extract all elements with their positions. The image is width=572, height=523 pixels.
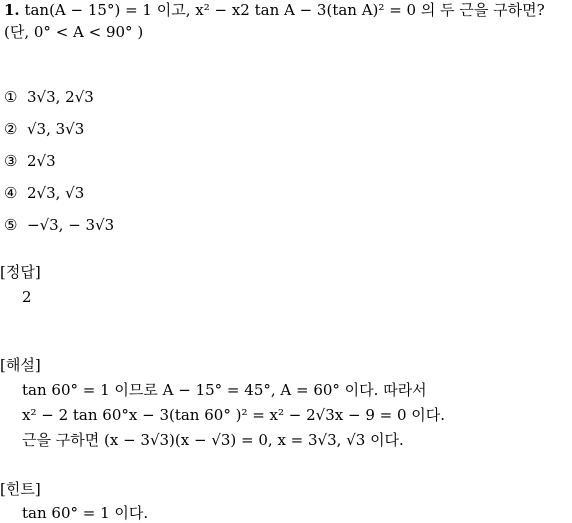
solution-line-1: tan 60° = 1 이므로 A − 15° = 45°, A = 60° 이다. 따라서 — [22, 381, 427, 399]
hint-text: tan 60° = 1 이다. — [22, 504, 149, 522]
choice-2 — [4, 119, 84, 139]
choice-text: 2√3, √3 — [27, 184, 85, 202]
answer-label: [정답] — [0, 263, 41, 281]
choice-marker: ⑤ — [4, 216, 18, 234]
solution-line-3: 근을 구하면 (x − 3√3)(x − √3) = 0, x = 3√3, √3 이다. — [22, 431, 404, 449]
choice-text: 2√3 — [27, 152, 56, 170]
choice-marker: ④ — [4, 184, 18, 202]
choice-text: −√3, − 3√3 — [27, 216, 115, 234]
question-line — [4, 0, 545, 20]
answer-value: 2 — [22, 288, 32, 306]
choice-1 — [4, 87, 94, 107]
choice-marker: ① — [4, 88, 18, 106]
choice-text: 3√3, 2√3 — [27, 88, 94, 106]
choice-4 — [4, 183, 84, 203]
question-number: 1. — [4, 1, 20, 19]
solution-line-2: x² − 2 tan 60°x − 3(tan 60° )² = x² − 2√3x − 9 = 0 이다. — [22, 406, 446, 424]
choice-marker: ② — [4, 120, 18, 138]
choice-5 — [4, 215, 114, 235]
question-text: tan(A − 15°) = 1 이고, x² − x2 tan A − 3(tan A)² = 0 의 두 근을 구하면? — [24, 1, 545, 19]
question-condition: (단, 0° < A < 90° ) — [4, 23, 144, 41]
choice-text: √3, 3√3 — [27, 120, 85, 138]
choice-3 — [4, 151, 56, 171]
choice-marker: ③ — [4, 152, 18, 170]
hint-label: [힌트] — [0, 480, 41, 498]
solution-label: [해설] — [0, 356, 41, 374]
